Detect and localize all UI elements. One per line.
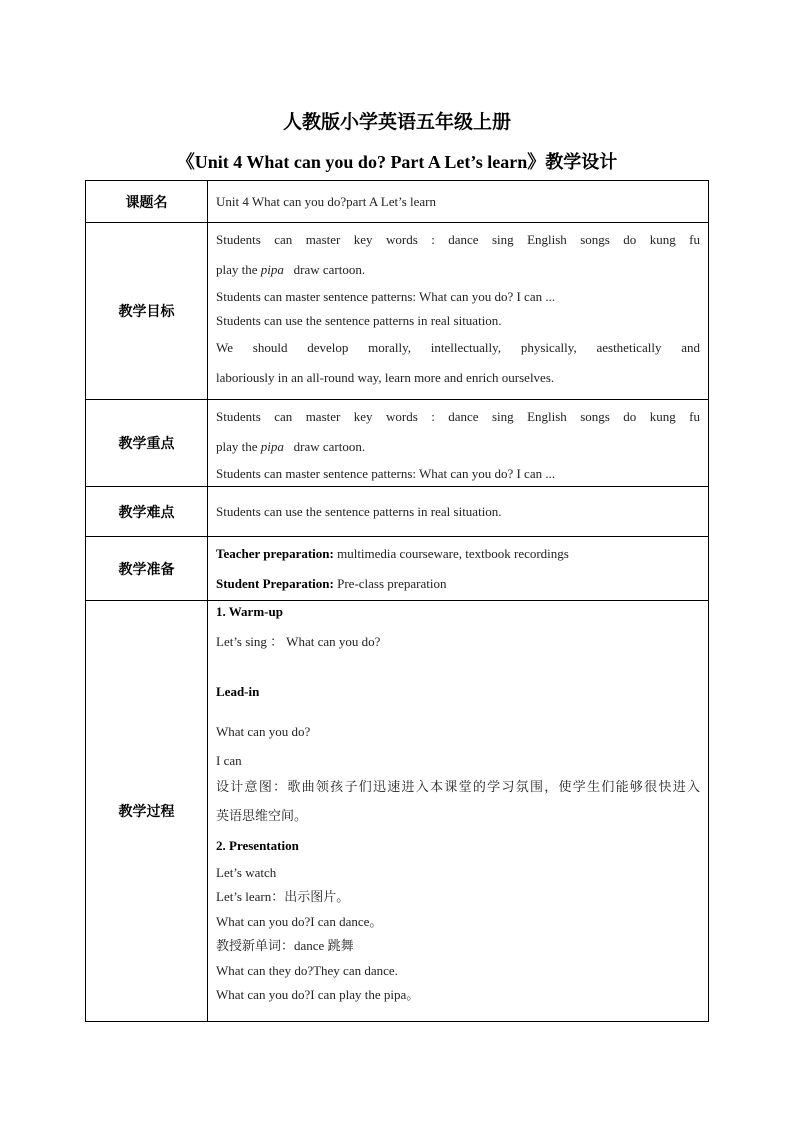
objectives-content [208, 223, 709, 400]
process-line [216, 934, 700, 959]
italic-word: pipa [260, 262, 284, 277]
text-fragment: dance [294, 938, 328, 953]
document-title: 人教版小学英语五年级上册 [282, 111, 511, 133]
italic-word: pipa [260, 439, 284, 454]
text-fragment: play the [216, 439, 261, 454]
objectives-line: Students can master key words : dance sing English songs do kung fu [216, 232, 700, 247]
difficulties-content [208, 487, 709, 537]
lesson-plan-table [85, 180, 709, 1022]
text-fragment: play the [216, 262, 261, 277]
subtitle-unit: 《Unit 4 What can you do? Part A Let’s learn》 [176, 152, 546, 172]
label-difficulties: 教学难点 [86, 487, 208, 537]
key-points-line: Students can master key words : dance sing English songs do kung fu [216, 409, 700, 424]
topic-text [208, 181, 709, 223]
objectives-line [216, 255, 700, 285]
label-objectives: 教学目标 [86, 223, 208, 400]
objectives-line: Students can master sentence patterns: What can you do? I can ... [216, 289, 556, 304]
preparation-content [208, 537, 709, 601]
topic-value: Unit 4 What can you do?part A Let’s learn [216, 193, 436, 209]
objectives-line: Students can use the sentence patterns in real situation. [216, 313, 502, 328]
subtitle-suffix: 教学设计 [545, 152, 618, 173]
student-preparation-text: Pre-class preparation [333, 576, 447, 591]
row-topic [86, 181, 709, 223]
difficulties-line: Students can use the sentence patterns in real situation. [216, 503, 502, 519]
student-preparation-label: Student Preparation: [216, 576, 334, 591]
text-fragment: draw cartoon. [283, 262, 366, 277]
row-preparation [86, 537, 709, 601]
label-preparation: 教学准备 [86, 537, 208, 601]
process-line: 英语思维空间。 [216, 809, 308, 824]
document-subtitle [0, 148, 794, 174]
process-line [216, 885, 700, 910]
key-points-line [216, 432, 700, 462]
teacher-preparation [216, 539, 700, 569]
process-line: I can [216, 753, 242, 768]
label-key-points: 教学重点 [86, 400, 208, 487]
teacher-preparation-text: multimedia courseware, textbook recordings [333, 546, 569, 561]
section-heading: 2. Presentation [216, 838, 299, 853]
label-topic: 课题名 [86, 181, 208, 223]
objectives-line: laboriously in an all-round way, learn more and enrich ourselves. [216, 370, 555, 385]
process-line: What can you do?I can play the pipa。 [216, 987, 420, 1002]
process-line: What can they do?They can dance. [216, 963, 398, 978]
text-fragment: Let’s learn： [216, 889, 285, 904]
process-line: Let’s watch [216, 865, 277, 880]
key-points-content [208, 400, 709, 487]
section-heading: 1. Warm-up [216, 604, 283, 619]
student-preparation [216, 569, 700, 599]
process-line: 设计意图：歌曲领孩子们迅速进入本课堂的学习氛围，使学生们能够很快进入 [216, 780, 700, 795]
row-objectives [86, 223, 709, 400]
process-line: What can you do?I can dance。 [216, 914, 383, 929]
text-fragment: 教授新单词： [216, 939, 295, 954]
process-content [208, 601, 709, 1022]
text-fragment: draw cartoon. [283, 439, 366, 454]
row-difficulties [86, 487, 709, 537]
text-fragment: 跳舞 [327, 939, 354, 954]
text-fragment: 出示图片。 [284, 890, 350, 905]
section-heading: Lead-in [216, 684, 260, 699]
row-process [86, 601, 709, 1022]
process-line: What can you do? [216, 724, 311, 739]
label-process: 教学过程 [86, 601, 208, 1022]
key-points-line: Students can master sentence patterns: What can you do? I can ... [216, 466, 556, 481]
process-line: Let’s sing ： What can you do? [216, 634, 381, 649]
objectives-line: We should develop morally, intellectually, physically, aesthetically and [216, 340, 700, 355]
teacher-preparation-label: Teacher preparation: [216, 546, 334, 561]
row-key-points [86, 400, 709, 487]
